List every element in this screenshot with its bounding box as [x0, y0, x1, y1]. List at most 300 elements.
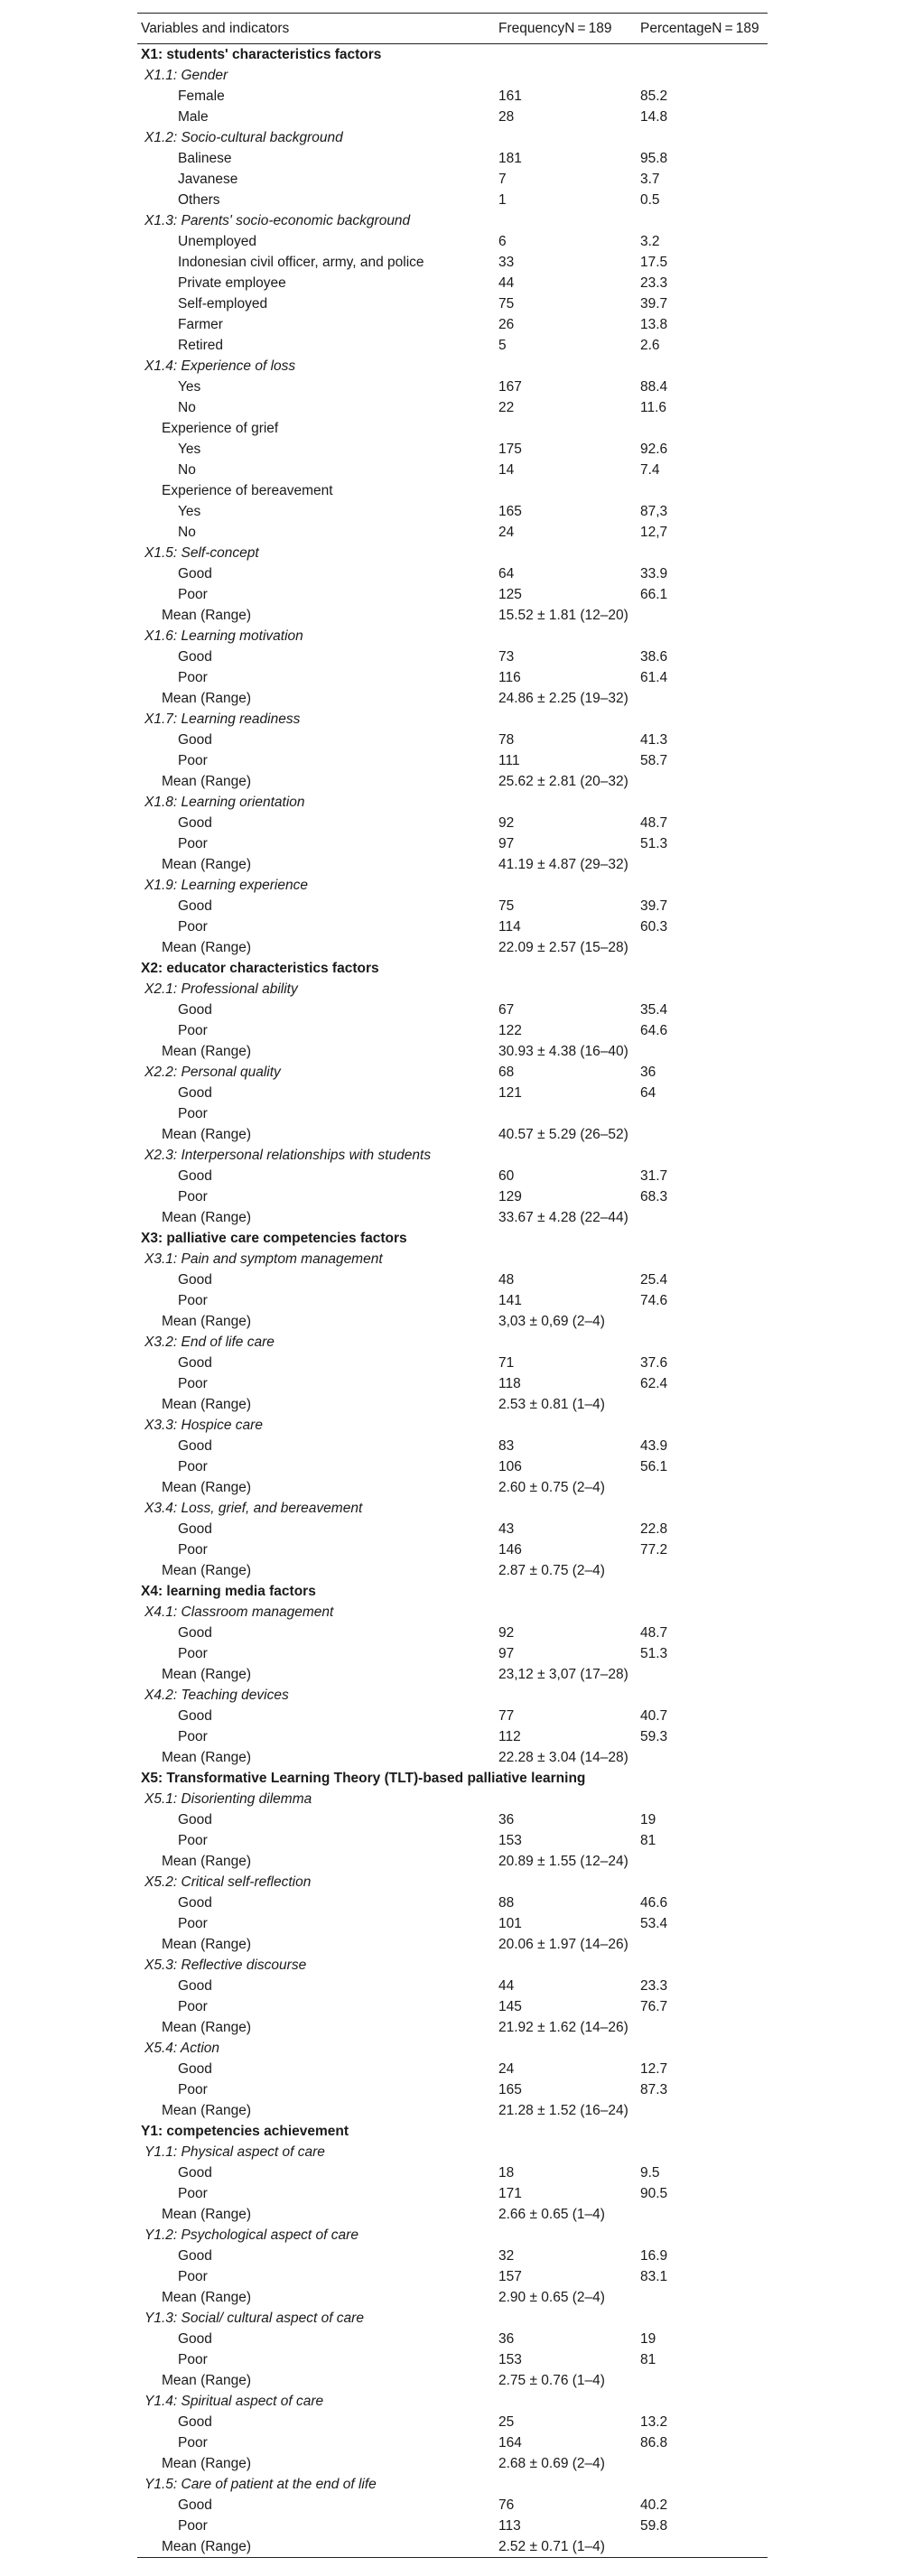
table-row-item: [137, 2266, 768, 2287]
row-frequency: 26: [498, 317, 515, 332]
row-frequency: [495, 65, 637, 86]
table-row-item: [137, 584, 768, 605]
table-row-plain: [137, 418, 768, 439]
row-frequency: [495, 1872, 637, 1892]
row-percentage: 13.2: [640, 2414, 668, 2430]
table-row-item: [137, 2432, 768, 2453]
table-row-item: [137, 460, 768, 480]
row-frequency: 30.93 ± 4.38 (16–40): [498, 1044, 628, 1059]
row-frequency: 22.09 ± 2.57 (15–28): [498, 940, 628, 955]
row-frequency: 92: [498, 815, 515, 831]
row-frequency: 167: [498, 379, 522, 395]
row-label: Male: [178, 109, 209, 125]
row-label: Poor: [178, 1646, 208, 1661]
row-label: Y1.4: Spiritual aspect of care: [144, 2394, 324, 2409]
row-label: Good: [178, 566, 212, 581]
table-row-item: [137, 377, 768, 397]
row-label: Self-employed: [178, 296, 268, 312]
table-row-item: [137, 397, 768, 418]
row-percentage: [637, 1249, 768, 1269]
row-frequency: 165: [498, 504, 522, 519]
row-frequency: 24: [498, 2061, 515, 2077]
row-label: X4.1: Classroom management: [144, 1604, 334, 1620]
row-frequency: [495, 210, 637, 231]
row-label: Farmer: [178, 317, 223, 332]
row-frequency: 18: [498, 2165, 515, 2181]
table-row-sub: [137, 2142, 768, 2162]
row-label: Poor: [178, 2269, 208, 2284]
row-frequency: 32: [498, 2248, 515, 2264]
table-row-item: [137, 833, 768, 854]
row-label: Good: [178, 1895, 212, 1911]
table-row-item: [137, 231, 768, 252]
table-row-section: [137, 1768, 768, 1789]
row-percentage: [637, 2142, 768, 2162]
row-percentage: [637, 958, 768, 979]
table-row-item: [137, 563, 768, 584]
row-percentage: 25.4: [640, 1272, 668, 1288]
table-row-mean: [137, 2370, 768, 2391]
row-label: Good: [178, 1272, 212, 1288]
row-percentage: 19: [640, 1812, 656, 1827]
row-frequency: 125: [498, 587, 522, 602]
row-label: Good: [178, 649, 212, 665]
row-percentage: 22.8: [640, 1521, 668, 1537]
row-label: Poor: [178, 1729, 208, 1744]
row-percentage: [637, 2204, 768, 2225]
row-label: X4.2: Teaching devices: [144, 1688, 289, 1703]
row-label: Experience of grief: [162, 421, 279, 436]
row-label: Y1.1: Physical aspect of care: [144, 2144, 325, 2160]
table-row-sub: [137, 626, 768, 646]
table-row-item: [137, 148, 768, 169]
row-percentage: [637, 2287, 768, 2308]
row-label: Poor: [178, 2082, 208, 2097]
row-label: Poor: [178, 2518, 208, 2534]
row-frequency: 68: [498, 1065, 515, 1080]
table-row-mean: [137, 854, 768, 875]
table-row-mean: [137, 1851, 768, 1872]
row-frequency: 171: [498, 2186, 522, 2201]
row-frequency: 44: [498, 275, 515, 291]
table-row-item: [137, 1623, 768, 1643]
row-frequency: [495, 1581, 637, 1602]
row-percentage: 62.4: [640, 1376, 668, 1391]
row-percentage: 59.8: [640, 2518, 668, 2534]
row-frequency: 2.53 ± 0.81 (1–4): [498, 1397, 605, 1412]
row-label: Mean (Range): [162, 2020, 252, 2035]
row-percentage: [637, 1332, 768, 1353]
row-frequency: 106: [498, 1459, 522, 1474]
row-frequency: [495, 1103, 637, 1124]
row-percentage: 9.5: [640, 2165, 660, 2181]
row-frequency: 40.57 ± 5.29 (26–52): [498, 1127, 628, 1142]
table-row-sub: [137, 1685, 768, 1706]
table-row-mean: [137, 1664, 768, 1685]
row-frequency: [495, 2225, 637, 2246]
row-frequency: 97: [498, 836, 515, 851]
table-row-sub: [137, 65, 768, 86]
row-label: X5.4: Action: [144, 2041, 220, 2056]
row-frequency: 111: [498, 753, 520, 768]
table-row-item: [137, 896, 768, 916]
row-frequency: 97: [498, 1646, 515, 1661]
row-label: Others: [178, 192, 220, 208]
row-percentage: [637, 127, 768, 148]
row-frequency: 20.89 ± 1.55 (12–24): [498, 1854, 628, 1869]
row-label: Good: [178, 1978, 212, 1994]
row-label: X1.8: Learning orientation: [144, 795, 305, 810]
table-row-item: [137, 2079, 768, 2100]
table-row-sub: [137, 2225, 768, 2246]
row-label: Poor: [178, 2435, 208, 2450]
row-percentage: 48.7: [640, 815, 668, 831]
table-row-item: [137, 169, 768, 190]
row-percentage: 14.8: [640, 109, 668, 125]
row-label: Mean (Range): [162, 1314, 252, 1329]
table-row-sub: [137, 1249, 768, 1269]
table-row-item: [137, 730, 768, 750]
table-row-mean: [137, 937, 768, 958]
table-row-mean: [137, 1207, 768, 1228]
row-frequency: [495, 1145, 637, 1166]
row-frequency: 2.90 ± 0.65 (2–4): [498, 2290, 605, 2305]
table-row-sub: [137, 1332, 768, 1353]
row-label: X2: educator characteristics factors: [141, 961, 379, 976]
table-row-mean: [137, 1124, 768, 1145]
row-label: Yes: [178, 504, 201, 519]
row-percentage: 87,3: [640, 504, 668, 519]
table-row-item: [137, 1913, 768, 1934]
row-label: Retired: [178, 338, 223, 353]
row-label: Good: [178, 815, 212, 831]
row-frequency: [495, 543, 637, 563]
row-percentage: 40.2: [640, 2497, 668, 2513]
table-row-sub: [137, 1062, 768, 1083]
row-percentage: 3.2: [640, 234, 660, 249]
row-label: Poor: [178, 1106, 208, 1121]
row-label: X1.1: Gender: [144, 68, 228, 83]
table-row-mean: [137, 1747, 768, 1768]
table-row-item: [137, 439, 768, 460]
row-frequency: 164: [498, 2435, 522, 2450]
table-row-sub: [137, 1602, 768, 1623]
row-percentage: 66.1: [640, 587, 668, 602]
row-label: X3.2: End of life care: [144, 1334, 275, 1350]
row-frequency: 146: [498, 1542, 522, 1558]
row-percentage: 90.5: [640, 2186, 668, 2201]
row-frequency: 112: [498, 1729, 521, 1744]
row-percentage: [637, 1041, 768, 1062]
table-row-sub: [137, 1415, 768, 1436]
row-frequency: [495, 709, 637, 730]
row-label: Good: [178, 2248, 212, 2264]
row-frequency: 14: [498, 462, 515, 478]
table-row-item: [137, 1519, 768, 1539]
row-frequency: 129: [498, 1189, 522, 1204]
row-label: Poor: [178, 836, 208, 851]
row-percentage: 74.6: [640, 1293, 668, 1308]
row-label: Mean (Range): [162, 1937, 252, 1952]
row-frequency: [495, 958, 637, 979]
row-label: Y1.3: Social/ cultural aspect of care: [144, 2311, 364, 2326]
table-row-sub: [137, 792, 768, 813]
row-frequency: [495, 1498, 637, 1519]
table-row-item: [137, 2412, 768, 2432]
row-frequency: 25: [498, 2414, 515, 2430]
header-row: [137, 14, 768, 44]
row-label: X5.3: Reflective discourse: [144, 1958, 307, 1973]
row-label: Good: [178, 1002, 212, 1018]
row-label: Mean (Range): [162, 1563, 252, 1578]
row-label: Poor: [178, 670, 208, 685]
row-percentage: [637, 2308, 768, 2329]
table-row-item: [137, 646, 768, 667]
row-percentage: [637, 605, 768, 626]
table-row-mean: [137, 2100, 768, 2121]
row-frequency: 122: [498, 1023, 522, 1038]
table-row-mean: [137, 605, 768, 626]
row-label: Mean (Range): [162, 1127, 252, 1142]
row-frequency: [495, 2121, 637, 2142]
row-frequency: [495, 626, 637, 646]
row-frequency: [495, 2142, 637, 2162]
table-row-sub: [137, 127, 768, 148]
row-frequency: 175: [498, 442, 522, 457]
table-row-item: [137, 1996, 768, 2017]
table-row-item: [137, 501, 768, 522]
table-row-sub: [137, 709, 768, 730]
table-row-item: [137, 1290, 768, 1311]
row-label: Mean (Range): [162, 774, 252, 789]
row-frequency: [495, 875, 637, 896]
row-label: X2.3: Interpersonal relationships with students: [144, 1148, 432, 1163]
row-label: X1: students' characteristics factors: [141, 47, 382, 62]
row-frequency: 118: [498, 1376, 521, 1391]
row-frequency: 7: [498, 172, 507, 187]
row-frequency: [495, 1602, 637, 1623]
table-row-item: [137, 1166, 768, 1186]
row-frequency: 78: [498, 732, 515, 748]
row-percentage: [637, 1789, 768, 1809]
table-row-sub: [137, 1145, 768, 1166]
row-label: Good: [178, 1812, 212, 1827]
row-label: X1.5: Self-concept: [144, 545, 259, 561]
table-row-item: [137, 1436, 768, 1456]
table-row-mean: [137, 2536, 768, 2558]
row-percentage: 51.3: [640, 1646, 668, 1661]
row-label: X2.2: Personal quality: [144, 1065, 281, 1080]
row-frequency: 71: [498, 1355, 515, 1371]
row-percentage: 31.7: [640, 1168, 668, 1184]
row-percentage: 77.2: [640, 1542, 668, 1558]
row-label: Good: [178, 2331, 212, 2347]
row-frequency: [495, 1685, 637, 1706]
row-frequency: [495, 2308, 637, 2329]
row-percentage: [637, 771, 768, 792]
row-label: Poor: [178, 753, 208, 768]
row-label: Poor: [178, 1542, 208, 1558]
row-label: No: [178, 462, 196, 478]
row-frequency: 15.52 ± 1.81 (12–20): [498, 608, 628, 623]
row-percentage: [637, 1685, 768, 1706]
row-percentage: 60.3: [640, 919, 668, 935]
row-percentage: 19: [640, 2331, 656, 2347]
row-frequency: 44: [498, 1978, 515, 1994]
row-frequency: 21.92 ± 1.62 (14–26): [498, 2020, 628, 2035]
row-percentage: 76.7: [640, 1999, 668, 2014]
table-row-mean: [137, 2287, 768, 2308]
row-frequency: 141: [498, 1293, 522, 1308]
row-label: Poor: [178, 1833, 208, 1848]
row-label: Good: [178, 1708, 212, 1724]
row-label: Good: [178, 1625, 212, 1641]
row-label: X1.2: Socio-cultural background: [144, 130, 343, 145]
row-percentage: [637, 1851, 768, 1872]
row-label: Mean (Range): [162, 2456, 252, 2471]
row-label: X3.3: Hospice care: [144, 1418, 263, 1433]
row-frequency: 5: [498, 338, 507, 353]
row-label: Good: [178, 2061, 212, 2077]
table-row-sub: [137, 356, 768, 377]
row-frequency: 6: [498, 234, 507, 249]
table-row-mean: [137, 1560, 768, 1581]
row-percentage: 95.8: [640, 151, 668, 166]
row-percentage: 46.6: [640, 1895, 668, 1911]
row-label: Mean (Range): [162, 1750, 252, 1765]
row-label: X1.3: Parents' socio-economic background: [144, 213, 411, 228]
row-percentage: [637, 875, 768, 896]
row-label: Poor: [178, 1459, 208, 1474]
header-frequency: [495, 14, 637, 44]
row-frequency: 73: [498, 649, 515, 665]
table-row-section: [137, 1228, 768, 1249]
table-row-item: [137, 1706, 768, 1726]
row-percentage: 68.3: [640, 1189, 668, 1204]
table-row-item: [137, 916, 768, 937]
row-frequency: 165: [498, 2082, 522, 2097]
row-percentage: [637, 1228, 768, 1249]
table-row-mean: [137, 1394, 768, 1415]
row-percentage: [637, 1872, 768, 1892]
table-header: [137, 14, 768, 44]
table-row-item: [137, 1726, 768, 1747]
row-label: X1.4: Experience of loss: [144, 358, 296, 374]
row-label: Poor: [178, 1189, 208, 1204]
row-label: X1.7: Learning readiness: [144, 711, 301, 727]
row-percentage: 12.7: [640, 2061, 668, 2077]
row-label: Mean (Range): [162, 1210, 252, 1225]
row-percentage: [637, 688, 768, 709]
row-frequency: 77: [498, 1708, 515, 1724]
row-label: Mean (Range): [162, 608, 252, 623]
row-frequency: 20.06 ± 1.97 (14–26): [498, 1937, 628, 1952]
row-percentage: 43.9: [640, 1438, 668, 1454]
row-label: Mean (Range): [137, 2536, 495, 2558]
row-percentage: 0.5: [640, 192, 660, 208]
row-label: Poor: [178, 1376, 208, 1391]
row-label: X2.1: Professional ability: [144, 981, 298, 997]
header-variables: Variables and indicators: [137, 14, 495, 44]
row-frequency: [495, 44, 637, 66]
table-row-plain: [137, 480, 768, 501]
header-percentage: [637, 14, 768, 44]
row-percentage: [637, 1394, 768, 1415]
row-label: Yes: [178, 442, 201, 457]
row-label: X5: Transformative Learning Theory (TLT)-based palliative learning: [141, 1771, 586, 1786]
row-percentage: [637, 937, 768, 958]
table-row-mean: [137, 771, 768, 792]
table-row-sub: [137, 2474, 768, 2495]
row-frequency: 181: [498, 151, 522, 166]
row-frequency: [495, 979, 637, 1000]
row-frequency: 113: [498, 2518, 521, 2534]
table-row-item: [137, 107, 768, 127]
row-percentage: [637, 1602, 768, 1623]
table-row-item: [137, 1353, 768, 1373]
row-frequency: 75: [498, 898, 515, 914]
header-frequency-n: N = 189: [564, 20, 612, 36]
row-label: Good: [178, 898, 212, 914]
table-row-item: [137, 1103, 768, 1124]
table-row-item: [137, 1186, 768, 1207]
row-label: Mean (Range): [162, 2290, 252, 2305]
row-percentage: [637, 1955, 768, 1976]
header-percentage-label: Percentage: [640, 20, 712, 36]
table-row-item: [137, 1373, 768, 1394]
row-label: Female: [178, 88, 225, 104]
row-frequency: [495, 1415, 637, 1436]
row-frequency: [495, 2391, 637, 2412]
row-percentage: [637, 2100, 768, 2121]
row-percentage: [637, 2391, 768, 2412]
row-label: Poor: [178, 1293, 208, 1308]
row-frequency: 75: [498, 296, 515, 312]
row-frequency: 43: [498, 1521, 515, 1537]
row-percentage: 39.7: [640, 898, 668, 914]
row-percentage: [637, 2453, 768, 2474]
row-frequency: 67: [498, 1002, 515, 1018]
row-frequency: [495, 2474, 637, 2495]
row-label: Mean (Range): [162, 1854, 252, 1869]
row-percentage: [637, 1124, 768, 1145]
table-row-item: [137, 1456, 768, 1477]
row-frequency: 153: [498, 1833, 522, 1848]
row-label: Good: [178, 2165, 212, 2181]
row-label: Poor: [178, 2352, 208, 2367]
row-frequency: 114: [498, 919, 521, 935]
row-frequency: 145: [498, 1999, 522, 2014]
row-percentage: [637, 1664, 768, 1685]
row-frequency: 116: [498, 670, 521, 685]
row-percentage: 86.8: [640, 2435, 668, 2450]
row-percentage: [637, 1103, 768, 1124]
table-row-section: [137, 958, 768, 979]
row-label: X5.1: Disorienting dilemma: [144, 1791, 312, 1807]
table-row-sub: [137, 1789, 768, 1809]
row-label: X3: palliative care competencies factors: [141, 1231, 407, 1246]
table-row-section: [137, 2121, 768, 2142]
row-label: X5.2: Critical self-reflection: [144, 1874, 312, 1890]
row-label: Poor: [178, 1023, 208, 1038]
row-frequency: 33.67 ± 4.28 (22–44): [498, 1210, 628, 1225]
characteristics-table: [137, 13, 768, 2558]
table-row-mean: [137, 1477, 768, 1498]
row-frequency: [495, 356, 637, 377]
row-frequency: 161: [498, 88, 522, 104]
row-label: Private employee: [178, 275, 286, 291]
table-row-item: [137, 1020, 768, 1041]
